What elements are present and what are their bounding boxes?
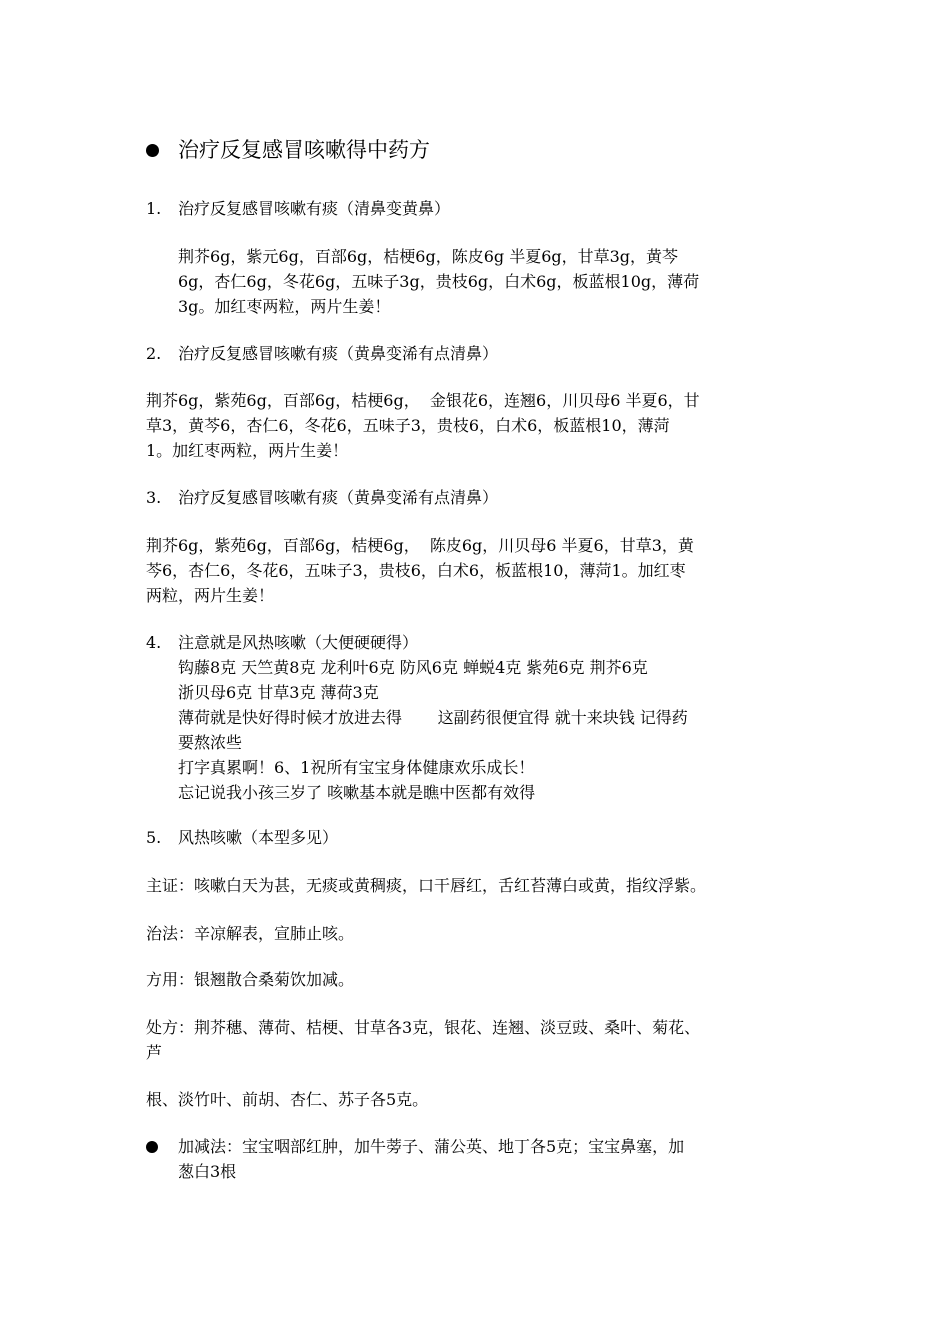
- item-number: 2.: [146, 344, 162, 363]
- body-line: 荆芥6g，紫元6g，百部6g，桔梗6g，陈皮6g 半夏6g，甘草3g，黄芩: [178, 247, 679, 266]
- bullet-icon: [146, 1141, 158, 1153]
- body-line: 芦: [146, 1043, 163, 1062]
- item-heading-text: 治疗反复感冒咳嗽有痰（清鼻变黄鼻）: [178, 199, 451, 218]
- body-line: 加减法：宝宝咽部红肿，加牛蒡子、蒲公英、地丁各5克；宝宝鼻塞，加: [178, 1137, 685, 1156]
- item-4-heading: [146, 630, 418, 655]
- body-line: 荆芥6g，紫苑6g，百部6g，桔梗6g， 金银花6，连翘6，川贝母6 半夏6，甘: [146, 391, 700, 410]
- document-title-text: 治疗反复感冒咳嗽得中药方: [178, 138, 430, 162]
- prescription-paragraph: [146, 1015, 700, 1065]
- item-number: 3.: [146, 488, 162, 507]
- item-3-heading: [146, 485, 498, 510]
- item-heading-text: 风热咳嗽（本型多见）: [178, 828, 339, 847]
- item-number: 1.: [146, 199, 162, 218]
- item-1-heading: [146, 196, 450, 221]
- formula-paragraph: 方用：银翘散合桑菊饮加减。: [146, 970, 355, 989]
- body-line: 葱白3根: [178, 1162, 237, 1181]
- adjustment-note-text: [178, 1134, 684, 1184]
- bullet-icon: [146, 144, 159, 157]
- item-2-heading: [146, 341, 498, 366]
- adjustment-note: [146, 1134, 684, 1184]
- main-symptom-paragraph: 主证：咳嗽白天为甚，无痰或黄稠痰，口干唇红，舌红苔薄白或黄，指纹浮紫。: [146, 876, 707, 895]
- body-line: 忘记说我小孩三岁了 咳嗽基本就是瞧中医都有效得: [178, 783, 536, 802]
- prescription-continued-paragraph: 根、淡竹叶、前胡、杏仁、苏子各5克。: [146, 1090, 429, 1109]
- item-number: 5.: [146, 828, 162, 847]
- body-line: 荆芥6g，紫苑6g，百部6g，桔梗6g， 陈皮6g，川贝母6 半夏6，甘草3，黄: [146, 536, 694, 555]
- body-line: 草3，黄芩6，杏仁6，冬花6，五味子3，贵枝6，白术6，板蓝根10，薄菏: [146, 416, 670, 435]
- item-5-heading: [146, 825, 338, 850]
- item-3-body: [146, 533, 694, 608]
- item-heading-text: 治疗反复感冒咳嗽有痰（黄鼻变浠有点清鼻）: [178, 344, 499, 363]
- item-1-body: [178, 244, 699, 319]
- item-number: 4.: [146, 633, 162, 652]
- body-line: 两粒，两片生姜！: [146, 586, 275, 605]
- treatment-paragraph: 治法：辛凉解表，宣肺止咳。: [146, 924, 355, 943]
- body-line: 1。加红枣两粒，两片生姜！: [146, 441, 349, 460]
- body-line: 薄荷就是快好得时候才放进去得 这副药很便宜得 就十来块钱 记得药: [178, 708, 688, 727]
- body-line: 3g。加红枣两粒，两片生姜！: [178, 297, 391, 316]
- item-heading-text: 注意就是风热咳嗽（大便硬硬得）: [178, 633, 419, 652]
- body-line: 芩6，杏仁6，冬花6，五味子3，贵枝6，白术6，板蓝根10，薄菏1。加红枣: [146, 561, 686, 580]
- body-line: 钩藤8克 天竺黄8克 龙利叶6克 防风6克 蝉蜕4克 紫苑6克 荆芥6克: [178, 658, 648, 677]
- body-line: 6g，杏仁6g，冬花6g，五味子3g，贵枝6g，白术6g，板蓝根10g，薄荷: [178, 272, 700, 291]
- body-line: 处方：荆芥穗、薄荷、桔梗、甘草各3克，银花、连翘、淡豆豉、桑叶、菊花、: [146, 1018, 701, 1037]
- body-line: 打字真累啊！6、1祝所有宝宝身体健康欢乐成长！: [178, 758, 535, 777]
- document-title: [146, 136, 430, 164]
- item-2-body: [146, 388, 700, 463]
- body-line: 浙贝母6克 甘草3克 薄荷3克: [178, 683, 379, 702]
- item-4-body: [178, 655, 688, 805]
- item-heading-text: 治疗反复感冒咳嗽有痰（黄鼻变浠有点清鼻）: [178, 488, 499, 507]
- body-line: 要熬浓些: [178, 733, 243, 752]
